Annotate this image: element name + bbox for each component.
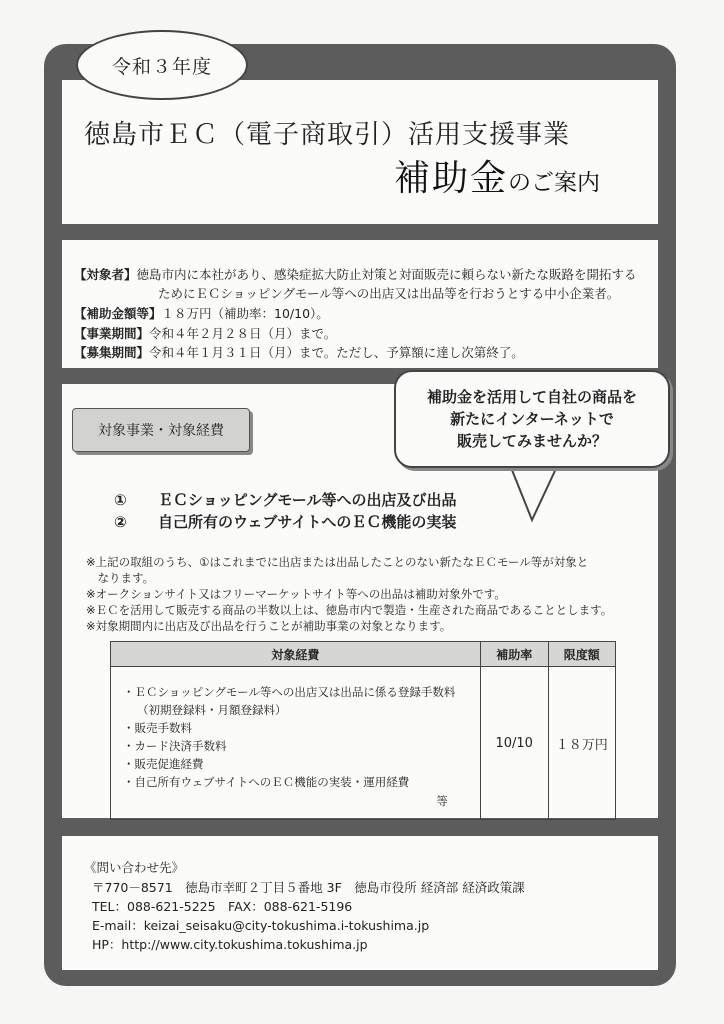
note-line: ※上記の取組のうち、①はこれまでに出店または出品したことのない新たなＥＣモール等が対象と: [86, 555, 589, 569]
recruit-label: 【募集期間】: [74, 345, 150, 360]
recruit-row: [74, 343, 524, 361]
target-row: [74, 265, 637, 283]
amount-text: １８万円（補助率：10/10）。: [161, 306, 329, 321]
amount-label: 【補助金額等】: [74, 306, 162, 321]
recruit-text: 令和４年１月３１日（月）まで。ただし、予算額に達し次第終了。: [149, 345, 524, 360]
period-row: [74, 324, 336, 342]
note-line: なります。: [86, 571, 155, 585]
expense-list: [111, 667, 481, 820]
target-text: 徳島市内に本社があり、感染症拡大防止対策と対面販売に頼らない新たな販路を開拓する: [136, 267, 637, 282]
period-text: 令和４年２月２８日（月）まで。: [149, 326, 337, 341]
subtitle-rest: のご案内: [508, 170, 601, 196]
list-item: [114, 489, 457, 510]
target-row-cont: ためにＥＣショッピングモール等への出店又は出品等を行おうとする中小企業者。: [158, 286, 620, 301]
contact-label: 《問い合わせ先》: [84, 860, 185, 875]
callout-line-3: 販売してみませんか？: [456, 432, 607, 450]
note-line: ※ＥＣを活用して販売する商品の半数以上は、徳島市内で製造・生産された商品であることとします。: [86, 603, 613, 617]
expense-item: ・販売促進経費: [123, 757, 204, 771]
cost-table: [110, 641, 616, 820]
note-line: ※オークションサイト又はフリーマーケットサイト等への出品は補助対象外です。: [86, 587, 506, 601]
header-limit: 限度額: [548, 642, 615, 667]
expense-etc: 等: [436, 794, 448, 808]
fiscal-year-badge: 令和３年度: [76, 30, 248, 100]
subsidy-rate: 10/10: [480, 667, 548, 820]
header-rate: 補助率: [480, 642, 548, 667]
expense-item: ・カード決済手数料: [123, 739, 227, 753]
contact-homepage: HP：http://www.city.tokushima.tokushima.jp: [92, 937, 368, 952]
subsidy-limit: １８万円: [548, 667, 615, 820]
page-title: 徳島市ＥＣ（電子商取引）活用支援事業: [84, 120, 571, 150]
contact-address: 〒770－8571 徳島市幸町２丁目５番地 3F 徳島市役所 経済部 経済政策課: [92, 880, 525, 895]
header-expense: 対象経費: [111, 642, 481, 667]
subtitle-emphasis: 補助金: [394, 158, 509, 199]
section-heading: 対象事業・対象経費: [72, 408, 250, 452]
item-number: ①: [114, 491, 127, 509]
contact-phone: TEL：088-621-5225 FAX：088-621-5196: [92, 899, 353, 914]
speech-callout: [394, 370, 670, 468]
item-text: ＥＣショッピングモール等への出店及び出品: [158, 491, 457, 509]
item-text: 自己所有のウェブサイトへのＥＣ機能の実装: [158, 513, 457, 531]
contact-email: E-mail：keizai_seisaku@city-tokushima.i-tokushima.jp: [92, 918, 430, 933]
callout-joint: [510, 459, 558, 463]
list-item: [114, 511, 456, 532]
expense-item: ・ＥＣショッピングモール等への出店又は出品に係る登録手数料: [123, 685, 456, 699]
target-label: 【対象者】: [74, 267, 137, 282]
callout-line-1: 補助金を活用して自社の商品を: [426, 388, 637, 406]
period-label: 【事業期間】: [74, 326, 150, 341]
expense-item: ・販売手数料: [123, 721, 192, 735]
note-line: ※対象期間内に出店及び出品を行うことが補助事業の対象となります。: [86, 619, 452, 633]
expense-item: ・自己所有ウェブサイトへのＥＣ機能の実装・運用経費: [123, 775, 410, 789]
item-number: ②: [114, 513, 127, 531]
page-subtitle: [394, 150, 600, 201]
callout-line-2: 新たにインターネットで: [450, 410, 614, 428]
expense-item-sub: （初期登録料・月額登録料）: [137, 703, 287, 717]
amount-row: [74, 304, 329, 322]
